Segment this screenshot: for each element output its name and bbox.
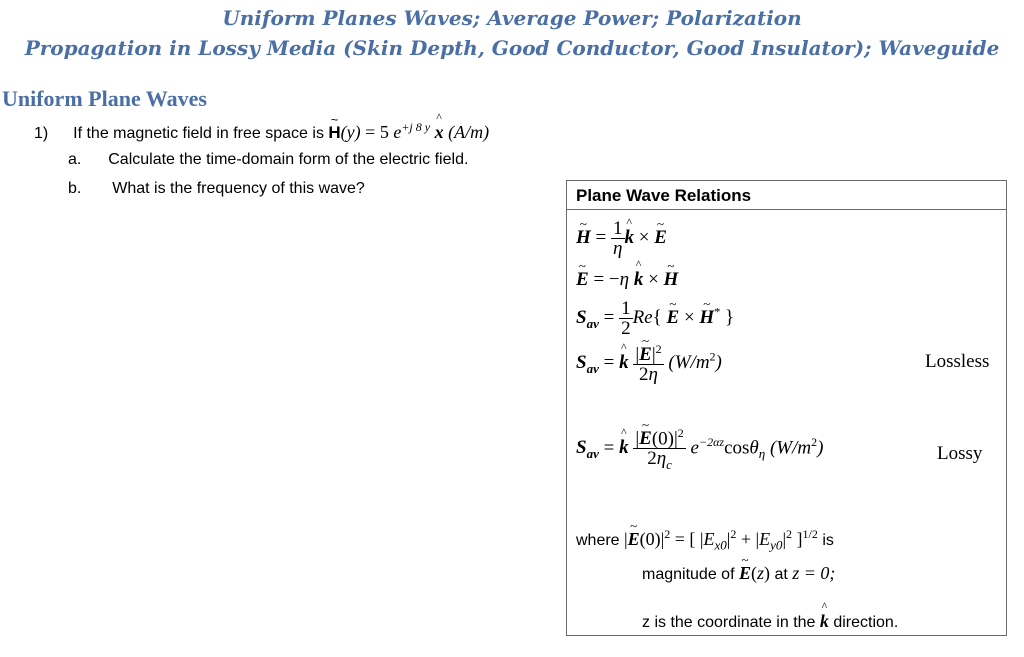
label-lossy: Lossy (937, 443, 983, 464)
equation-e-field: E ~ = −η k ^ × H ~ (576, 257, 679, 290)
note-magnitude-prefix: magnitude of (642, 566, 735, 583)
note-where-line: where |E ~ $(0)|^2$ = [ $|E_{x0}|^2 + |E_{y0}|^2$ ]$^{1/2}$ is (576, 518, 834, 553)
part-a-letter: a. (68, 151, 82, 168)
note-is: is (822, 532, 834, 549)
note-direction-prefix: z is the coordinate in the (642, 614, 816, 631)
header-title-line-2: Propagation in Lossy Media (Skin Depth, Good Conductor, Good Insulator); Waveguide (24, 36, 1000, 60)
equation-sav-lossy: $S_{av} = k$ ^ |E ~ $(0)|^2$ $2\eta_c$ $e^{-2\alpha z}\cos\theta_\eta$ $(W/m^2)$ (576, 417, 824, 473)
equation-sav-lossless: $S_{av} = k$ ^ |E ~ $|^2$ 2η $(W/m^2)$ (576, 333, 722, 386)
question-1 (34, 110, 490, 143)
header-title-line-1: Uniform Planes Waves; Average Power; Polarization (222, 6, 802, 30)
part-a-text: Calculate the time-domain form of the electric field. (108, 151, 469, 168)
equation-sav-general: $S_{av}$ = $\frac{1}{2}$ Re{ E ~ × H ~ * } (576, 295, 735, 339)
question-part-b (68, 180, 365, 198)
formula-unit: (A/m) (448, 122, 490, 142)
question-text: If the magnetic field in free space is (73, 125, 324, 142)
note-where: where (576, 532, 620, 549)
note-direction-line: z is the coordinate in the k ^ direction. (642, 599, 899, 631)
equation-h-field: H ~ = $\frac{1}{\eta}$ k ^ × E ~ (576, 214, 667, 259)
question-part-a (68, 151, 468, 169)
question-formula: H ~ (y) = 5 $e^{+j 8 y}$ x ^ (A/m) (328, 110, 490, 142)
note-magnitude-suffix: at (774, 566, 788, 583)
note-magnitude-line: magnitude of E ~ (z) at z = 0; (642, 552, 836, 583)
label-lossless: Lossless (925, 351, 990, 372)
part-b-text: What is the frequency of this wave? (112, 180, 365, 197)
formula-exponent: +j 8 y (401, 120, 431, 134)
note-z-equals: z = 0; (792, 563, 836, 583)
question-number: 1) (34, 125, 49, 142)
part-b-letter: b. (68, 180, 82, 197)
plane-wave-relations-box (566, 180, 1007, 636)
box-title: Plane Wave Relations (567, 181, 1006, 210)
section-heading: Uniform Plane Waves (2, 86, 207, 111)
note-direction-suffix: direction. (833, 614, 899, 631)
